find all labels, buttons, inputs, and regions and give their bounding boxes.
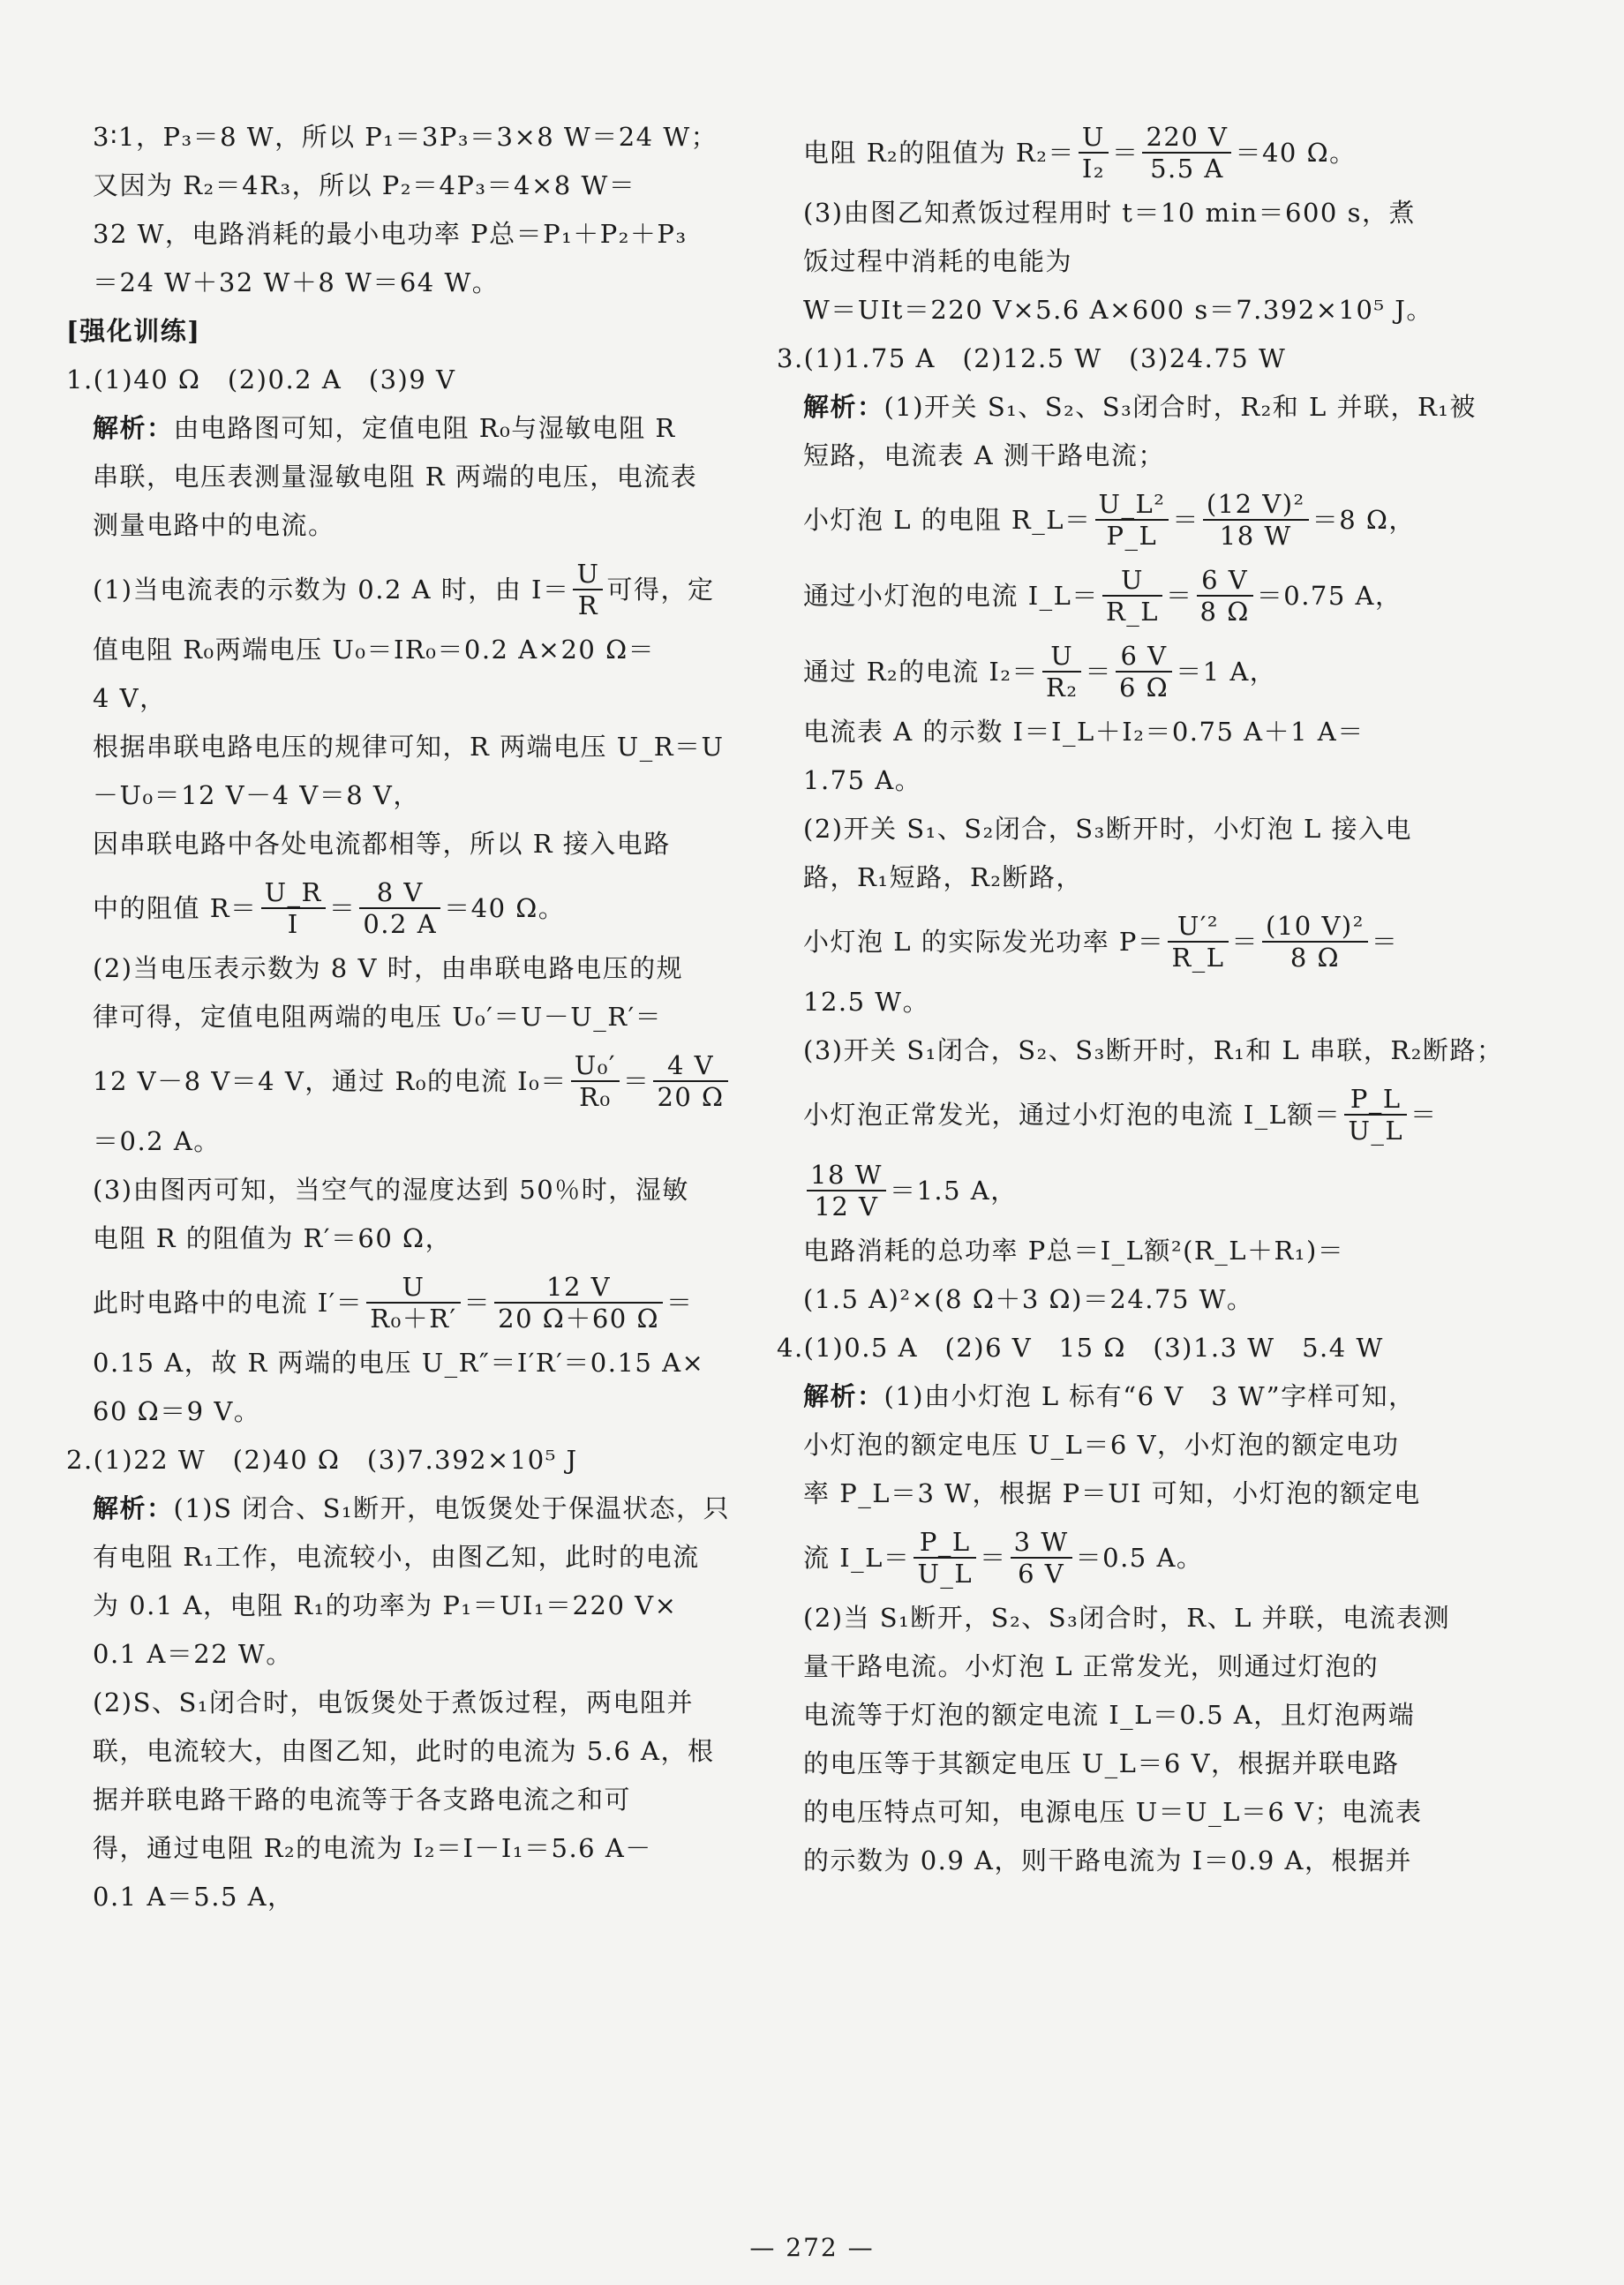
formula-pre: 此时电路中的电流 I′＝	[93, 1288, 364, 1318]
formula-pre: 小灯泡 L 的实际发光功率 P＝	[803, 927, 1165, 957]
fraction-numerator: U′²	[1168, 911, 1228, 943]
analysis-text: 由电路图可知，定值电阻 R₀与湿敏电阻 R	[173, 413, 676, 443]
fraction	[571, 1050, 620, 1112]
fraction-denominator: U_L	[1348, 1116, 1404, 1146]
formula-post: ＝8 Ω，	[1312, 505, 1416, 535]
text-line: －U₀＝12 V－4 V＝8 V，	[93, 780, 420, 810]
formula-line	[777, 1153, 1456, 1229]
fraction-numerator: U	[1042, 641, 1081, 673]
fraction-numerator: U_R	[261, 877, 326, 909]
text-line: 3∶1，P₃＝8 W，所以 P₁＝3P₃＝3×8 W＝24 W；	[93, 122, 718, 152]
fraction-numerator: P_L	[1344, 1084, 1407, 1116]
text-line: W＝UIt＝220 V×5.6 A×600 s＝7.392×10⁵ J。	[803, 295, 1433, 325]
fraction-denominator: R₀＋R′	[370, 1304, 457, 1334]
fraction-denominator: 5.5 A	[1150, 154, 1224, 184]
formula-mid: ＝	[1085, 657, 1112, 687]
fraction-denominator: 12 V	[814, 1191, 879, 1221]
text-line: 0.1 A＝5.5 A，	[93, 1882, 295, 1912]
formula-pre: 小灯泡 L 的电阻 R_L＝	[803, 505, 1092, 535]
page-number: — 272 —	[749, 2233, 875, 2262]
text-line: 因串联电路中各处电流都相等，所以 R 接入电路	[93, 829, 671, 859]
fraction	[261, 877, 326, 939]
text-line: 得，通过电阻 R₂的电流为 I₂＝I－I₁＝5.6 A－	[93, 1833, 652, 1863]
formula-post: ＝	[1410, 1100, 1438, 1130]
fraction-numerator: U	[1079, 122, 1109, 154]
fraction-denominator: P_L	[1106, 521, 1158, 551]
fraction	[359, 877, 440, 939]
formula-line	[66, 552, 746, 628]
formula-line	[777, 558, 1456, 634]
formula-pre: 电阻 R₂的阻值为 R₂＝	[803, 138, 1075, 168]
analysis-text: (1)开关 S₁、S₂、S₃闭合时，R₂和 L 并联，R₁被	[883, 392, 1477, 422]
text-line: (2)开关 S₁、S₂闭合，S₃断开时，小灯泡 L 接入电	[803, 814, 1412, 844]
analysis-line	[777, 1374, 1456, 1423]
fraction-numerator: 6 V	[1197, 565, 1253, 597]
fraction	[1079, 122, 1109, 184]
fraction	[1102, 565, 1162, 627]
formula-post: ＝0.5 A。	[1075, 1543, 1204, 1573]
text-line: 率 P_L＝3 W，根据 P＝UI 可知，小灯泡的额定电	[803, 1478, 1421, 1508]
fraction	[807, 1160, 886, 1221]
formula-mid: ＝	[622, 1066, 650, 1096]
text-line: 测量电路中的电流。	[93, 510, 335, 540]
fraction-denominator: R_L	[1171, 943, 1225, 973]
formula-pre: 小灯泡正常发光，通过小灯泡的电流 I_L额＝	[803, 1100, 1342, 1130]
fraction-denominator: 0.2 A	[363, 909, 438, 939]
fraction-numerator: U₀′	[571, 1050, 620, 1082]
formula-mid: ＝	[1166, 581, 1193, 611]
formula-mid: ＝	[1111, 138, 1139, 168]
fraction-denominator: 6 Ω	[1118, 673, 1169, 703]
formula-post: ＝1.5 A，	[889, 1176, 1018, 1206]
text-line: 1.75 A。	[803, 765, 922, 795]
formula-mid: ＝	[1172, 505, 1199, 535]
fraction	[1142, 122, 1231, 184]
fraction-numerator: U	[366, 1272, 460, 1304]
text-line: 短路，电流表 A 测干路电流；	[803, 440, 1165, 470]
fraction-denominator: U_L	[917, 1559, 974, 1589]
formula-line	[66, 870, 746, 946]
text-line: 电流等于灯泡的额定电流 I_L＝0.5 A，且灯泡两端	[803, 1700, 1416, 1730]
answer-line: 1.(1)40 Ω (2)0.2 A (3)9 V	[66, 365, 456, 395]
fraction-numerator: 18 W	[807, 1160, 886, 1191]
fraction-denominator: 18 W	[1219, 521, 1292, 551]
formula-line	[777, 115, 1456, 191]
formula-line	[777, 482, 1456, 558]
text-line: (2)当电压表示数为 8 V 时，由串联电路电压的规	[93, 953, 684, 983]
fraction-numerator: 12 V	[494, 1272, 663, 1304]
fraction	[573, 559, 603, 620]
formula-post: 可得，定	[606, 575, 715, 605]
formula-pre: (1)当电流表的示数为 0.2 A 时，由 I＝	[93, 575, 570, 605]
formula-line	[777, 634, 1456, 710]
fraction	[914, 1527, 976, 1589]
right-column	[777, 115, 1504, 1887]
text-line: 律可得，定值电阻两端的电压 U₀′＝U－U_R′＝	[93, 1002, 663, 1032]
formula-line	[66, 1265, 746, 1341]
text-line: 联，电流较大，由图乙知，此时的电流为 5.6 A，根	[93, 1736, 715, 1766]
formula-line	[777, 904, 1456, 980]
text-line: 的电压等于其额定电压 U_L＝6 V，根据并联电路	[803, 1748, 1400, 1778]
text-line: 小灯泡的额定电压 U_L＝6 V，小灯泡的额定电功	[803, 1430, 1400, 1460]
text-line: 0.15 A，故 R 两端的电压 U_R″＝I′R′＝0.15 A×	[93, 1348, 705, 1378]
fraction	[1344, 1084, 1407, 1146]
formula-post: ＝	[666, 1288, 694, 1318]
fraction	[1262, 911, 1368, 973]
text-line: 4 V，	[93, 683, 167, 713]
fraction-denominator: I	[287, 909, 299, 939]
text-line: 有电阻 R₁工作，电流较小，由图乙知，此时的电流	[93, 1542, 700, 1572]
analysis-label: 解析：	[803, 1381, 884, 1411]
fraction-numerator: (12 V)²	[1203, 489, 1309, 521]
fraction	[1042, 641, 1081, 703]
text-line: 电阻 R 的阻值为 R′＝60 Ω，	[93, 1223, 453, 1253]
fraction-denominator: 20 Ω＋60 Ω	[498, 1304, 659, 1334]
text-line: ＝0.2 A。	[93, 1126, 221, 1156]
text-line: 路，R₁短路，R₂断路，	[803, 862, 1083, 892]
analysis-line	[777, 385, 1477, 433]
answer-line: 4.(1)0.5 A (2)6 V 15 Ω (3)1.3 W 5.4 W	[777, 1333, 1384, 1363]
fraction-denominator: R_L	[1105, 597, 1160, 627]
fraction	[1168, 911, 1228, 973]
section-heading: [强化训练]	[66, 316, 201, 346]
formula-mid: ＝	[1231, 927, 1259, 957]
formula-post: ＝40 Ω。	[444, 893, 566, 923]
fraction	[1116, 641, 1172, 703]
analysis-label: 解析：	[93, 1493, 174, 1523]
text-line: 电路消耗的总功率 P总＝I_L额²(R_L＋R₁)＝	[803, 1236, 1345, 1266]
fraction-denominator: R	[577, 590, 599, 620]
fraction-numerator: P_L	[914, 1527, 976, 1559]
fraction-numerator: 3 W	[1011, 1527, 1072, 1559]
text-line: ＝24 W＋32 W＋8 W＝64 W。	[93, 267, 500, 297]
fraction	[366, 1272, 460, 1334]
fraction-numerator: U_L²	[1095, 489, 1169, 521]
formula-pre: 流 I_L＝	[803, 1543, 911, 1573]
fraction-denominator: R₀	[579, 1082, 612, 1112]
analysis-line	[66, 406, 746, 455]
formula-post: ＝	[1371, 927, 1399, 957]
fraction-denominator: I₂	[1081, 154, 1105, 184]
text-line: (3)由图丙可知，当空气的湿度达到 50％时，湿敏	[93, 1175, 689, 1205]
fraction-numerator: 8 V	[359, 877, 440, 909]
formula-pre: 通过小灯泡的电流 I_L＝	[803, 581, 1099, 611]
analysis-text: (1)S 闭合、S₁断开，电饭煲处于保温状态，只	[173, 1493, 731, 1523]
formula-post: ＝0.75 A，	[1256, 581, 1402, 611]
fraction	[494, 1272, 663, 1334]
formula-mid: ＝	[328, 893, 357, 923]
formula-line	[777, 1077, 1456, 1153]
text-line: 的电压特点可知，电源电压 U＝U_L＝6 V；电流表	[803, 1797, 1423, 1827]
left-column	[66, 115, 746, 1923]
analysis-label: 解析：	[803, 392, 884, 422]
analysis-text: (1)由小灯泡 L 标有“6 V 3 W”字样可知，	[883, 1381, 1416, 1411]
fraction-denominator: 6 V	[1018, 1559, 1065, 1589]
text-line: 饭过程中消耗的电能为	[803, 246, 1073, 276]
formula-pre: 中的阻值 R＝	[93, 893, 258, 923]
formula-mid: ＝	[463, 1288, 492, 1318]
text-line: 据并联电路干路的电流等于各支路电流之和可	[93, 1785, 632, 1815]
fraction	[1203, 489, 1309, 551]
fraction	[1011, 1527, 1072, 1589]
answer-line: 3.(1)1.75 A (2)12.5 W (3)24.75 W	[777, 343, 1287, 373]
fraction-numerator: U	[573, 559, 603, 590]
fraction-numerator: 220 V	[1142, 122, 1231, 154]
formula-pre: 通过 R₂的电流 I₂＝	[803, 657, 1039, 687]
fraction-denominator: 20 Ω	[657, 1082, 725, 1112]
formula-post: ＝40 Ω。	[1235, 138, 1357, 168]
fraction-numerator: 6 V	[1116, 641, 1172, 673]
fraction-numerator: (10 V)²	[1262, 911, 1368, 943]
text-line: 为 0.1 A，电阻 R₁的功率为 P₁＝UI₁＝220 V×	[93, 1590, 678, 1620]
analysis-label: 解析：	[93, 413, 174, 443]
formula-mid: ＝	[980, 1543, 1007, 1573]
fraction-numerator: U	[1102, 565, 1162, 597]
fraction	[653, 1050, 727, 1112]
text-line: 12.5 W。	[803, 987, 930, 1017]
formula-post: ＝1 A，	[1176, 657, 1277, 687]
text-line: 量干路电流。小灯泡 L 正常发光，则通过灯泡的	[803, 1651, 1380, 1681]
fraction	[1095, 489, 1169, 551]
fraction	[1197, 565, 1253, 627]
fraction-denominator: R₂	[1045, 673, 1079, 703]
text-line: 根据串联电路电压的规律可知，R 两端电压 U_R＝U	[93, 732, 725, 762]
formula-line	[66, 1043, 746, 1119]
formula-line	[777, 1520, 1456, 1596]
fraction-denominator: 8 Ω	[1289, 943, 1341, 973]
text-line: (3)开关 S₁闭合，S₂、S₃断开时，R₁和 L 串联，R₂断路；	[803, 1035, 1504, 1065]
text-line: 60 Ω＝9 V。	[93, 1396, 261, 1426]
text-line: 的示数为 0.9 A，则干路电流为 I＝0.9 A，根据并	[803, 1845, 1412, 1875]
text-line: (2)S、S₁闭合时，电饭煲处于煮饭过程，两电阻并	[93, 1687, 694, 1718]
fraction-denominator: 8 Ω	[1199, 597, 1250, 627]
text-line: 电流表 A 的示数 I＝I_L＋I₂＝0.75 A＋1 A＝	[803, 717, 1365, 747]
text-line: 串联，电压表测量湿敏电阻 R 两端的电压，电流表	[93, 462, 698, 492]
formula-pre: 12 V－8 V＝4 V，通过 R₀的电流 I₀＝	[93, 1066, 568, 1096]
text-line: (2)当 S₁断开，S₂、S₃闭合时，R、L 并联，电流表测	[803, 1603, 1451, 1633]
text-line: 0.1 A＝22 W。	[93, 1639, 293, 1669]
text-line: 32 W，电路消耗的最小电功率 P总＝P₁＋P₂＋P₃	[93, 219, 688, 249]
text-line: (1.5 A)²×(8 Ω＋3 Ω)＝24.75 W。	[803, 1284, 1254, 1314]
text-line: 值电阻 R₀两端电压 U₀＝IR₀＝0.2 A×20 Ω＝	[93, 635, 656, 665]
text-line: (3)由图乙知煮饭过程用时 t＝10 min＝600 s，煮	[803, 198, 1416, 228]
text-line: 又因为 R₂＝4R₃，所以 P₂＝4P₃＝4×8 W＝	[93, 170, 636, 200]
analysis-line	[66, 1486, 746, 1535]
fraction-numerator: 4 V	[653, 1050, 727, 1082]
answer-line: 2.(1)22 W (2)40 Ω (3)7.392×10⁵ J	[66, 1445, 578, 1475]
